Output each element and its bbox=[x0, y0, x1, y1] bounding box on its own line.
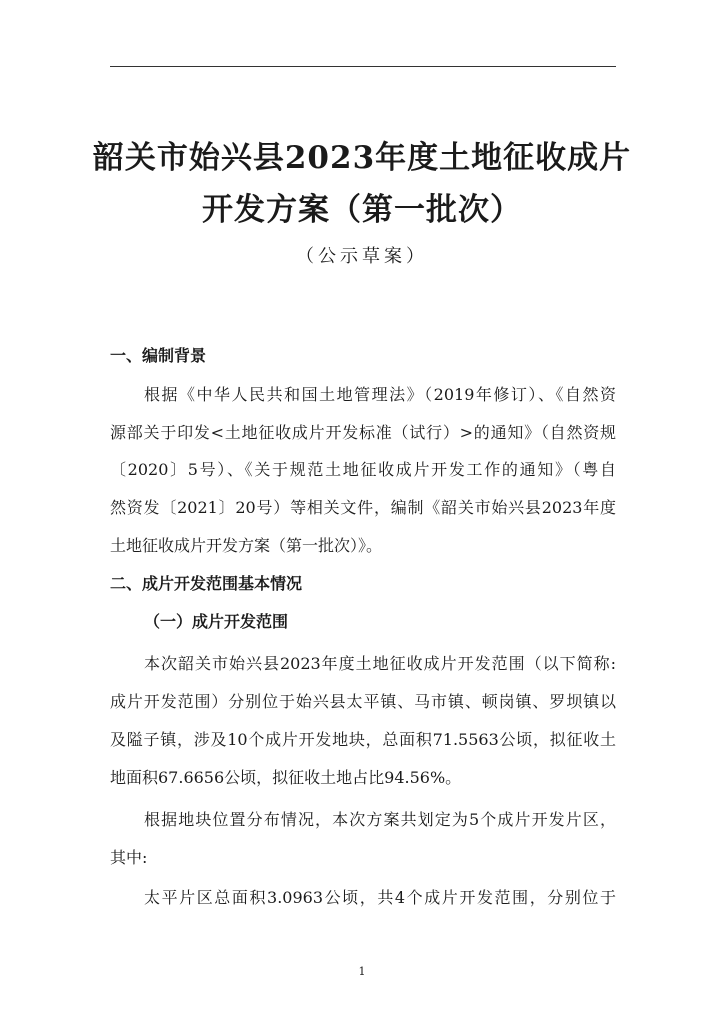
section-heading-background: 一、编制背景 bbox=[110, 346, 207, 365]
paragraph-line: 其中: bbox=[110, 848, 148, 867]
document-title-line-2: 开发方案（第一批次） bbox=[202, 192, 522, 228]
header-rule bbox=[110, 66, 616, 67]
document-title-line-1: 韶关市始兴县2023年度土地征收成片 bbox=[92, 140, 632, 176]
paragraph-line: 太平片区总面积3.0963公顷，共4个成片开发范围，分别位于 bbox=[144, 888, 616, 907]
section-heading-scope: 二、成片开发范围基本情况 bbox=[110, 574, 303, 593]
paragraph-line: 及隘子镇，涉及10个成片开发地块，总面积71.5563公顷，拟征收土 bbox=[110, 730, 616, 749]
paragraph-line: 土地征收成片开发方案（第一批次）》。 bbox=[110, 536, 383, 555]
paragraph-line: 地面积67.6656公顷，拟征收土地占比94.56%。 bbox=[110, 768, 462, 787]
paragraph-line: 本次韶关市始兴县2023年度土地征收成片开发范围（以下简称: bbox=[144, 654, 616, 673]
paragraph-line: 〔2020〕5号）、《关于规范土地征收成片开发工作的通知》（粤自 bbox=[110, 460, 616, 479]
document-subtitle: （公示草案） bbox=[296, 246, 428, 267]
paragraph-line: 源部关于印发<土地征收成片开发标准（试行）>的通知》（自然资规 bbox=[110, 423, 616, 442]
subsection-heading-scope: （一）成片开发范围 bbox=[144, 612, 289, 631]
paragraph-line: 成片开发范围）分别位于始兴县太平镇、马市镇、顿岗镇、罗坝镇以 bbox=[110, 692, 616, 711]
page-number: 1 bbox=[358, 965, 366, 978]
paragraph-line: 根据《中华人民共和国土地管理法》（2019年修订）、《自然资 bbox=[144, 385, 616, 404]
paragraph-line: 然资发〔2021〕20号）等相关文件，编制《韶关市始兴县2023年度 bbox=[110, 498, 616, 517]
paragraph-line: 根据地块位置分布情况，本次方案共划定为5个成片开发片区， bbox=[144, 810, 616, 829]
